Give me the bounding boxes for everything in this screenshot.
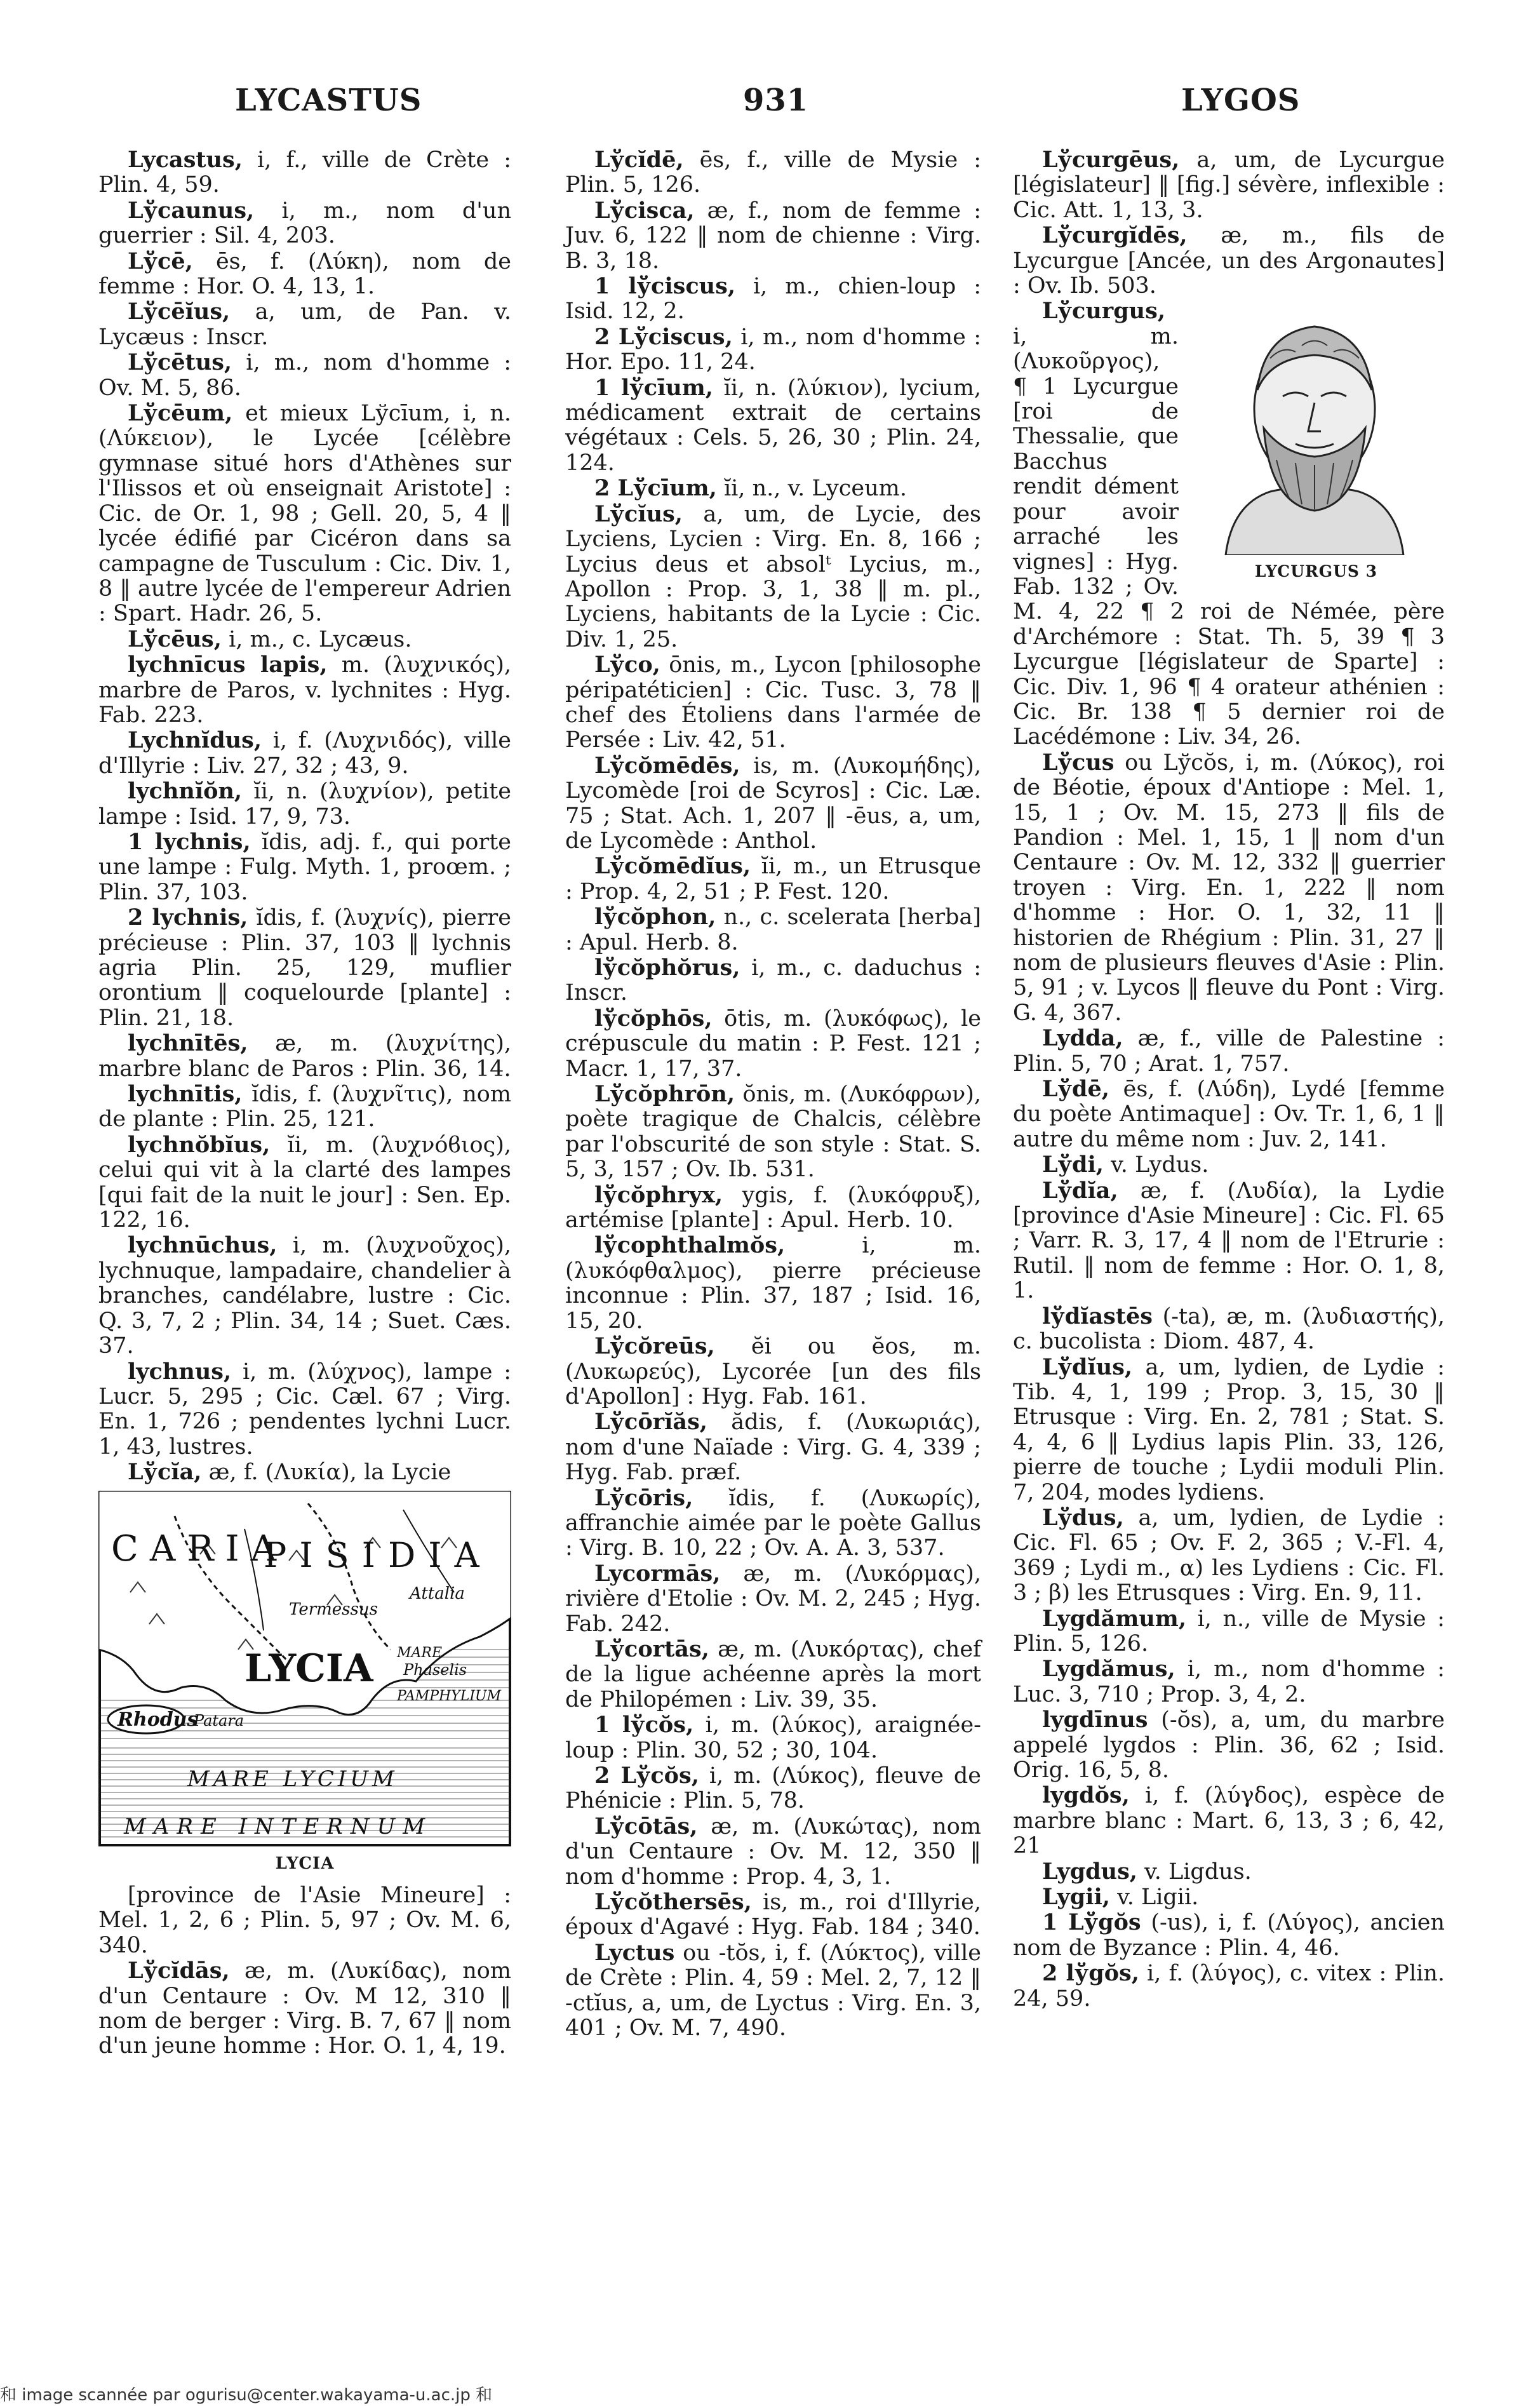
headword: 2 Lўcīum, <box>594 475 717 502</box>
headword: lўcophthalmŏs, <box>594 1232 786 1259</box>
headword: Lyctus <box>594 1939 675 1966</box>
dictionary-entry <box>565 1814 981 1890</box>
definition: ĭi, m. (λυχνόϐιος), celui qui vit à la clarté des lampes [qui fait de la nuit le jour] : Sen. Ep. 122, 16. <box>98 1132 511 1233</box>
headword: Lўdi, <box>1042 1152 1104 1178</box>
headword: lychnus, <box>128 1358 232 1385</box>
dictionary-entry <box>1013 1304 1445 1355</box>
dictionary-entry <box>98 1082 511 1132</box>
dictionary-entry <box>98 1359 511 1460</box>
definition: is, m., roi d'Illyrie, époux d'Agavé : Hyg. Fab. 184 ; 340. <box>565 1890 981 1940</box>
definition: i, f., ville de Crète : Plin. 4, 59. <box>98 147 511 198</box>
headword: Lўcōris, <box>594 1484 693 1511</box>
dictionary-entry <box>98 652 511 728</box>
headword: Lўdĭa, <box>1042 1177 1118 1204</box>
headword: Lўcĭdē, <box>594 147 684 173</box>
headword: Lўcētus, <box>128 349 232 376</box>
dictionary-entry <box>98 147 511 198</box>
headword: Lўcurgus, <box>1042 298 1166 325</box>
definition: æ, m. (Λυκίδας), nom d'un Centaure : Ov. M 12, 310 ‖ nom de berger : Virg. B. 7, 67 ‖ nom d'un jeune homme : Hor. O. 1, 4, 19. <box>98 1958 511 2059</box>
headword: Lўcĭa, <box>128 1459 202 1486</box>
lycurgus-bust-illustration <box>1188 301 1442 555</box>
definition: i, f. (λύγδος), espèce de marbre blanc : Mart. 6, 13, 3 ; 6, 42, 21 <box>1013 1783 1445 1859</box>
definition: a, um, de Pan. v. Lycæus : Inscr. <box>98 299 511 350</box>
headword: Lўdē, <box>1042 1076 1109 1103</box>
dictionary-entry <box>565 502 981 652</box>
map-label-termessus: Termessus <box>289 1599 378 1619</box>
headword: Lўcŏreūs, <box>594 1333 715 1360</box>
headword: lўcŏphŏrus, <box>594 955 740 981</box>
dictionary-entry <box>98 198 511 249</box>
headword: Lўco, <box>594 652 660 678</box>
definition: a, um, lydien, de Lydie : Cic. Fl. 65 ; Ov. F. 2, 365 ; V.-Fl. 4, 369 ; Lydi m., α) les Lydiens : Cic. Fl. 3 ; β) les Etrusques : Virg. En. 9, 11. <box>1013 1505 1445 1606</box>
headword: Lygii, <box>1042 1884 1110 1911</box>
portrait-caption: LYCURGUS 3 <box>1254 562 1378 581</box>
dictionary-entry <box>565 1233 981 1334</box>
definition: ŏnis, m. (Λυκόφρων), poète tragique de Chalcis, célèbre par l'obscurité de son style : Stat. S. 5, 3, 157 ; Ov. Ib. 531. <box>565 1082 981 1183</box>
definition: v. Ligii. <box>1109 1885 1199 1911</box>
map-label-mare-internum: MARE INTERNUM <box>124 1813 433 1839</box>
map-label-pamphylium: PAMPHYLIUM <box>397 1688 502 1704</box>
definition: ĭdis, f. (λυχνῖτις), nom de plante : Plin. 25, 121. <box>98 1082 511 1132</box>
headword: lўcŏphon, <box>594 904 716 931</box>
column-2 <box>565 147 981 2041</box>
dictionary-entry <box>565 753 981 854</box>
page-number: 931 <box>743 83 809 118</box>
definition: æ, f. (Λυδία), la Lydie [province d'Asie Mineure] : Cic. Fl. 65 ; Varr. R. 3, 17, 4 ‖ nom de l'Etrurie : Rutil. ‖ nom de femme : Hor. O. 1, 8, 1. <box>1013 1178 1445 1304</box>
dictionary-entry <box>98 350 511 401</box>
definition: i, m. (Λυκοῦργος), ¶ 1 Lycurgue [roi de Thessalie, que Bacchus rendit dément pour avoir arraché les vignes] : Hyg. Fab. 132 ; Ov. M. 4, 22 ¶ 2 roi de Némée, père d'Archémore : Stat. Th. 5, 39 ¶ 3 Lycurgue [législateur de Sparte] : Cic. Div. 1, 96 ¶ 4 orateur athénien : Cic. Br. 138 ¶ 5 dernier roi de Lacédémone : Liv. 34, 26. <box>1013 323 1445 750</box>
headword: Lўcisca, <box>594 197 695 224</box>
dictionary-entry <box>98 401 511 627</box>
dictionary-entry <box>565 1409 981 1485</box>
dictionary-entry <box>1013 1606 1445 1657</box>
dictionary-entry <box>565 1763 981 1814</box>
dictionary-entry <box>565 1183 981 1233</box>
definition: æ, m. (λυχνίτης), marbre blanc de Paros : Plin. 36, 14. <box>98 1031 511 1082</box>
headword: lychnītēs, <box>128 1030 248 1057</box>
definition: n., c. scelerata [herba] : Apul. Herb. 8. <box>565 904 981 955</box>
dictionary-entry <box>98 830 511 905</box>
definition: (-us), i, f. (Λύγος), ancien nom de Byzance : Plin. 4, 46. <box>1013 1910 1445 1961</box>
dictionary-entry <box>1013 1026 1445 1077</box>
definition: ĭi, n. (λυχνίον), petite lampe : Isid. 17, 9, 73. <box>98 779 511 830</box>
dictionary-entry <box>565 1940 981 2041</box>
column-3 <box>1013 147 1445 2012</box>
left-running-head: LYCASTUS <box>235 83 422 118</box>
headword: lygdŏs, <box>1042 1782 1130 1809</box>
column-3-entries-bottom <box>1013 750 1445 2012</box>
definition: æ, m., fils de Lycurgue [Ancée, un des Argonautes] : Ov. Ib. 503. <box>1013 223 1445 299</box>
definition: ădis, f. (Λυκωριάς), nom d'une Naïade : Virg. G. 4, 339 ; Hyg. Fab. præf. <box>565 1409 981 1486</box>
lycurgus-portrait-figure <box>1188 301 1445 584</box>
definition: i, m., nom d'un guerrier : Sil. 4, 203. <box>98 198 511 249</box>
column-1-entries-bottom <box>98 1883 511 2059</box>
headword: lўdĭastēs <box>1042 1303 1153 1329</box>
dictionary-entry <box>98 1132 511 1233</box>
column-2-entries <box>565 147 981 2041</box>
headword: lychnītis, <box>128 1081 243 1108</box>
lycia-map-figure <box>98 1491 511 1876</box>
definition: ĭi, n., v. Lyceum. <box>716 476 907 502</box>
definition: ĕi ou ĕos, m. (Λυκωρεύς), Lycorée [un des fils d'Apollon] : Hyg. Fab. 161. <box>565 1334 981 1409</box>
page-header <box>0 83 1540 133</box>
definition: i, m. (Λύκος), fleuve de Phénicie : Plin. 5, 78. <box>565 1763 981 1814</box>
headword: Lycastus, <box>128 147 243 173</box>
column-1 <box>98 147 511 2059</box>
scan-credit: 和 image scannée par ogurisu@center.wakayama-u.ac.jp 和 <box>0 2386 493 2405</box>
headword: Lўcus <box>1042 749 1115 776</box>
dictionary-entry <box>1013 1885 1445 1910</box>
dictionary-entry <box>565 1561 981 1637</box>
headword: lychnūchus, <box>128 1232 278 1259</box>
headword: 1 Lўgŏs <box>1042 1909 1141 1936</box>
headword: Lўcŏmēdēs, <box>594 752 740 779</box>
headword: Lygdus, <box>1042 1858 1137 1885</box>
definition: i, m., nom d'homme : Luc. 3, 710 ; Prop. 3, 4, 2. <box>1013 1657 1445 1707</box>
map-caption: LYCIA <box>275 1853 335 1873</box>
dictionary-entry <box>98 299 511 350</box>
headword: 1 lўcŏs, <box>594 1712 694 1738</box>
definition: ōnis, m., Lycon [philosophe péripatéticien] : Cic. Tusc. 3, 78 ‖ chef des Étoliens dans l'armée de Persée : Liv. 42, 51. <box>565 652 981 753</box>
headword: lychnĭŏn, <box>128 778 243 805</box>
column-1-entries-top <box>98 147 511 1486</box>
dictionary-entry <box>565 955 981 1006</box>
dictionary-entry <box>98 905 511 1031</box>
headword: Lygdămum, <box>1042 1605 1187 1632</box>
headword: Lўcēus, <box>128 626 222 652</box>
dictionary-entry <box>565 274 981 325</box>
dictionary-entry <box>565 198 981 274</box>
lycurgus-entry-with-portrait <box>1013 299 1445 749</box>
dictionary-entry <box>98 728 511 779</box>
definition: æ, m. (Λυκόρτας), chef de la ligue achéenne après la mort de Philopémen : Liv. 39, 35. <box>565 1636 981 1712</box>
headword: Lўdus, <box>1042 1504 1124 1531</box>
dictionary-entry <box>98 779 511 830</box>
map-label-phaselis: Phaselis <box>403 1660 467 1679</box>
definition: ēs, f. (Λύδη), Lydé [femme du poète Antimaque] : Ov. Tr. 1, 6, 1 ‖ autre du même nom : Juv. 2, 141. <box>1013 1077 1445 1152</box>
definition: i, m., c. daduchus : Inscr. <box>565 955 981 1006</box>
dictionary-entry <box>565 652 981 753</box>
definition: ĭi, n. (λύκιον), lycium, médicament extrait de certains végétaux : Cels. 5, 26, 30 ; Plin. 24, 124. <box>565 375 981 476</box>
dictionary-entry <box>98 1031 511 1082</box>
definition: a, um, de Lycie, des Lyciens, Lycien : Virg. En. 8, 166 ; Lycius deus et absolᵗ Lycius, m., Apollon : Prop. 3, 1, 38 ‖ m. pl., Lyciens, habitants de la Lycie : Cic. Div. 1, 25. <box>565 501 981 652</box>
definition: æ, f. (Λυκία), la Lycie <box>201 1460 452 1486</box>
map-label-mare-lycium: MARE LYCIUM <box>187 1766 398 1792</box>
headword: Lўcaunus, <box>128 197 255 224</box>
map-label-patara: Patara <box>194 1711 244 1730</box>
headword: lygdīnus <box>1042 1707 1148 1733</box>
dictionary-entry <box>565 325 981 375</box>
dictionary-entry <box>1013 1783 1445 1858</box>
dictionary-entry <box>565 1486 981 1561</box>
headword: 1 lўcīum, <box>594 374 713 401</box>
dictionary-entry <box>1013 1178 1445 1304</box>
definition: v. Lydus. <box>1103 1152 1209 1178</box>
definition: ēs, f. (Λύκη), nom de femme : Hor. O. 4, 13, 1. <box>98 248 511 300</box>
dictionary-entry <box>565 476 981 501</box>
map-label-lycia: LYCIA <box>244 1646 373 1691</box>
dictionary-entry <box>565 904 981 955</box>
dictionary-entry <box>98 1958 511 2059</box>
column-3-entries-top <box>1013 147 1445 299</box>
headword: Lўcortās, <box>594 1636 709 1662</box>
definition: æ, f., ville de Palestine : Plin. 5, 70 ; Arat. 1, 757. <box>1013 1026 1445 1077</box>
headword: Lўcŏphrōn, <box>594 1081 735 1108</box>
dictionary-entry <box>1013 1910 1445 1961</box>
definition: i, m., chien-loup : Isid. 12, 2. <box>565 274 982 325</box>
definition: i, f. (Λυχνιδός), ville d'Illyrie : Liv. 27, 32 ; 43, 9. <box>98 728 511 779</box>
lycia-map <box>98 1491 511 1846</box>
definition: ĭi, m., un Etrusque : Prop. 4, 2, 51 ; P. Fest. 120. <box>565 854 981 904</box>
dictionary-entry <box>565 1334 981 1409</box>
definition: et mieux Lўcīum, i, n. (Λύκειον), le Lycée [célèbre gymnase situé hors d'Athènes sur l'Ilissos et où enseignait Aristote] : Cic. de Or. 1, 98 ; Gell. 20, 5, 4 ‖ lycée édifié par Cicéron dans sa campagne de Tusculum : Cic. Div. 1, 8 ‖ autre lycée de l'empereur Adrien : Spart. Hadr. 26, 5. <box>98 401 511 627</box>
definition: ygis, f. (λυκόφρυξ), artémise [plante] : Apul. Herb. 10. <box>565 1182 981 1233</box>
dictionary-entry <box>98 627 511 652</box>
dictionary-entry <box>565 1712 981 1763</box>
definition: i, m. (λύχνος), lampe : Lucr. 5, 295 ; Cic. Cæl. 67 ; Virg. En. 1, 726 ; pendentes lychni Lucr. 1, 43, lustres. <box>98 1359 511 1460</box>
headword: Lўcēĭus, <box>128 299 231 325</box>
dictionary-entry <box>1013 223 1445 299</box>
headword: Lycormās, <box>594 1560 721 1587</box>
definition: (-ŏs), a, um, du marbre appelé lygdos : Plin. 36, 62 ; Isid. Orig. 16, 5, 8. <box>1013 1707 1445 1783</box>
dictionary-entry <box>1013 1077 1445 1152</box>
headword: Lўcurgĭdēs, <box>1042 222 1188 249</box>
definition: æ, m. (Λυκώτας), nom d'un Centaure : Ov. M. 12, 350 ‖ nom d'homme : Prop. 4, 3, 1. <box>565 1813 981 1890</box>
headword: Lўcŏthersēs, <box>594 1889 752 1916</box>
headword: Lygdămus, <box>1042 1656 1175 1683</box>
headword: Lўcēum, <box>128 400 233 427</box>
definition: ou -tŏs, i, f. (Λύκτος), ville de Crète : Plin. 4, 59 : Mel. 2, 7, 12 ‖ -ctĭus, a, um, de Lyctus : Virg. En. 3, 401 ; Ov. M. 7, 490. <box>565 1940 981 2041</box>
headword: 2 lўgŏs, <box>1042 1960 1139 1987</box>
headword: 2 lychnis, <box>128 904 248 931</box>
headword: Lўcurgēus, <box>1042 147 1180 173</box>
map-label-rhodus: Rhodus <box>117 1708 198 1731</box>
definition: ĭdis, f. (Λυκωρίς), affranchie aimée par le poète Gallus : Virg. B. 10, 22 ; Ov. A. A. 3, 537. <box>565 1485 981 1561</box>
dictionary-entry <box>1013 1152 1445 1178</box>
dictionary-entry <box>98 1233 511 1359</box>
dictionary-entry <box>1013 750 1445 1026</box>
definition: m. (λυχνικός), marbre de Paros, v. lychnites : Hyg. Fab. 223. <box>98 652 512 728</box>
dictionary-entry <box>98 249 511 300</box>
dictionary-entry <box>1013 1505 1445 1606</box>
headword: 2 Lўciscus, <box>594 323 733 350</box>
headword: 2 Lўcŏs, <box>594 1763 699 1789</box>
definition: i, n., ville de Mysie : Plin. 5, 126. <box>1013 1606 1445 1657</box>
headword: Lўcŏmēdĭus, <box>594 853 751 880</box>
definition: a, um, lydien, de Lydie : Tib. 4, 1, 199 ; Prop. 3, 15, 30 ‖ Etrusque : Virg. En. 2, 781 ; Stat. S. 4, 4, 6 ‖ Lydius lapis Plin. 33, 126, pierre de touche ; Lydii moduli Plin. 7, 204, modes lydiens. <box>1013 1354 1445 1505</box>
definition: ĭdis, adj. f., qui porte une lampe : Fulg. Myth. 1, proœm. ; Plin. 37, 103. <box>98 829 512 905</box>
dictionary-entry <box>1013 1707 1445 1783</box>
definition: ou Lўcŏs, i, m. (Λύκος), roi de Béotie, époux d'Antiope : Mel. 1, 15, 1 ; Ov. M. 15, 273 ‖ fils de Pandion : Mel. 1, 15, 1 ‖ nom d'un Centaure : Ov. M. 12, 332 ‖ guerrier troyen : Virg. En. 1, 222 ‖ nom d'homme : Hor. O. 1, 32, 11 ‖ historien de Rhégium : Plin. 31, 27 ‖ nom de plusieurs fleuves d'Asie : Plin. 5, 91 ; v. Lycos ‖ fleuve du Pont : Virg. G. 4, 367. <box>1013 749 1445 1026</box>
dictionary-entry <box>1013 147 1445 223</box>
headword: Lydda, <box>1042 1025 1123 1052</box>
dictionary-entry <box>565 1890 981 1940</box>
map-label-caria: CARIA <box>111 1528 288 1569</box>
dictionary-entry <box>565 854 981 904</box>
definition: i, f. (λύγος), c. vitex : Plin. 24, 59. <box>1013 1961 1445 2012</box>
headword: lўcŏphryx, <box>594 1181 723 1208</box>
headword: lychnŏbĭus, <box>128 1131 271 1158</box>
dictionary-entry <box>565 147 981 198</box>
definition: (-ta), æ, m. (λυδιαστής), c. bucolista : Diom. 487, 4. <box>1013 1303 1445 1355</box>
definition: a, um, de Lycurgue [législateur] ‖ [fig.] sévère, inflexible : Cic. Att. 1, 13, 3. <box>1013 147 1445 223</box>
definition: i, m. (λυκόφθαλμος), pierre précieuse inconnue : Plin. 37, 187 ; Isid. 16, 15, 20. <box>565 1233 981 1334</box>
headword: lychnīcus lapis, <box>128 652 328 678</box>
dictionary-entry <box>1013 1657 1445 1707</box>
definition: i, m. (λυχνοῦχος), lychnuque, lampadaire, chandelier à branches, candélabre, lustre : Cic. Q. 3, 7, 2 ; Plin. 34, 14 ; Suet. Cæs. 37. <box>98 1233 511 1359</box>
definition: ōtis, m. (λυκόφως), le crépuscule du matin : P. Fest. 121 ; Macr. 1, 17, 37. <box>565 1005 981 1082</box>
definition: i, m. (λύκος), araignée-loup : Plin. 30, 52 ; 30, 104. <box>565 1712 981 1763</box>
map-label-attalia: Attalia <box>410 1583 465 1603</box>
headword: lўcŏphōs, <box>594 1005 713 1032</box>
dictionary-entry <box>1013 1859 1445 1885</box>
dictionary-entry <box>98 1883 511 1958</box>
dictionary-entry <box>98 1460 511 1485</box>
definition: [province de l'Asie Mineure] : Mel. 1, 2, 6 ; Plin. 5, 97 ; Ov. M. 6, 340. <box>98 1882 511 1958</box>
definition: i, m., nom d'homme : Ov. M. 5, 86. <box>98 350 511 401</box>
dictionary-entry <box>565 1006 981 1082</box>
definition: æ, m. (Λυκόρμας), rivière d'Etolie : Ov. M. 2, 245 ; Hyg. Fab. 242. <box>565 1561 981 1637</box>
headword: 1 lўciscus, <box>594 273 736 300</box>
headword: Lўcĭdās, <box>128 1958 230 1984</box>
headword: Lўcōtās, <box>594 1813 698 1839</box>
definition: is, m. (Λυκομήδης), Lycomède [roi de Scyros] : Cic. Læ. 75 ; Stat. Ach. 1, 207 ‖ -ēus, a, um, de Lycomède : Anthol. <box>565 753 981 854</box>
headword: Lўcōrĭăs, <box>594 1409 707 1435</box>
headword: 1 lychnis, <box>128 828 251 855</box>
headword: Lўdĭus, <box>1042 1354 1133 1380</box>
headword: Lychnĭdus, <box>128 727 262 754</box>
definition: v. Ligdus. <box>1137 1858 1252 1885</box>
headword: Lўcē, <box>128 248 193 274</box>
definition: æ, f., nom de femme : Juv. 6, 122 ‖ nom de chienne : Virg. B. 3, 18. <box>565 198 981 274</box>
dictionary-entry <box>1013 1355 1445 1505</box>
dictionary-entry <box>565 1082 981 1183</box>
dictionary-entry <box>565 375 981 476</box>
headword: Lўcĭus, <box>594 501 683 527</box>
right-running-head: LYGOS <box>1181 83 1301 118</box>
dictionary-entry <box>1013 1961 1445 2012</box>
dictionary-entry <box>565 1637 981 1712</box>
definition: i, m., nom d'homme : Hor. Epo. 11, 24. <box>565 324 981 375</box>
definition: ĭdis, f. (λυχνίς), pierre précieuse : Plin. 37, 103 ‖ lychnis agria Plin. 25, 129, muflier orontium ‖ coquelourde [plante] : Plin. 21, 18. <box>98 905 512 1031</box>
map-label-mare: MARE <box>397 1644 443 1661</box>
definition: i, m., c. Lycæus. <box>221 626 412 652</box>
definition: ēs, f., ville de Mysie : Plin. 5, 126. <box>565 147 981 198</box>
map-label-pisidia: PISIDIA <box>264 1535 492 1575</box>
